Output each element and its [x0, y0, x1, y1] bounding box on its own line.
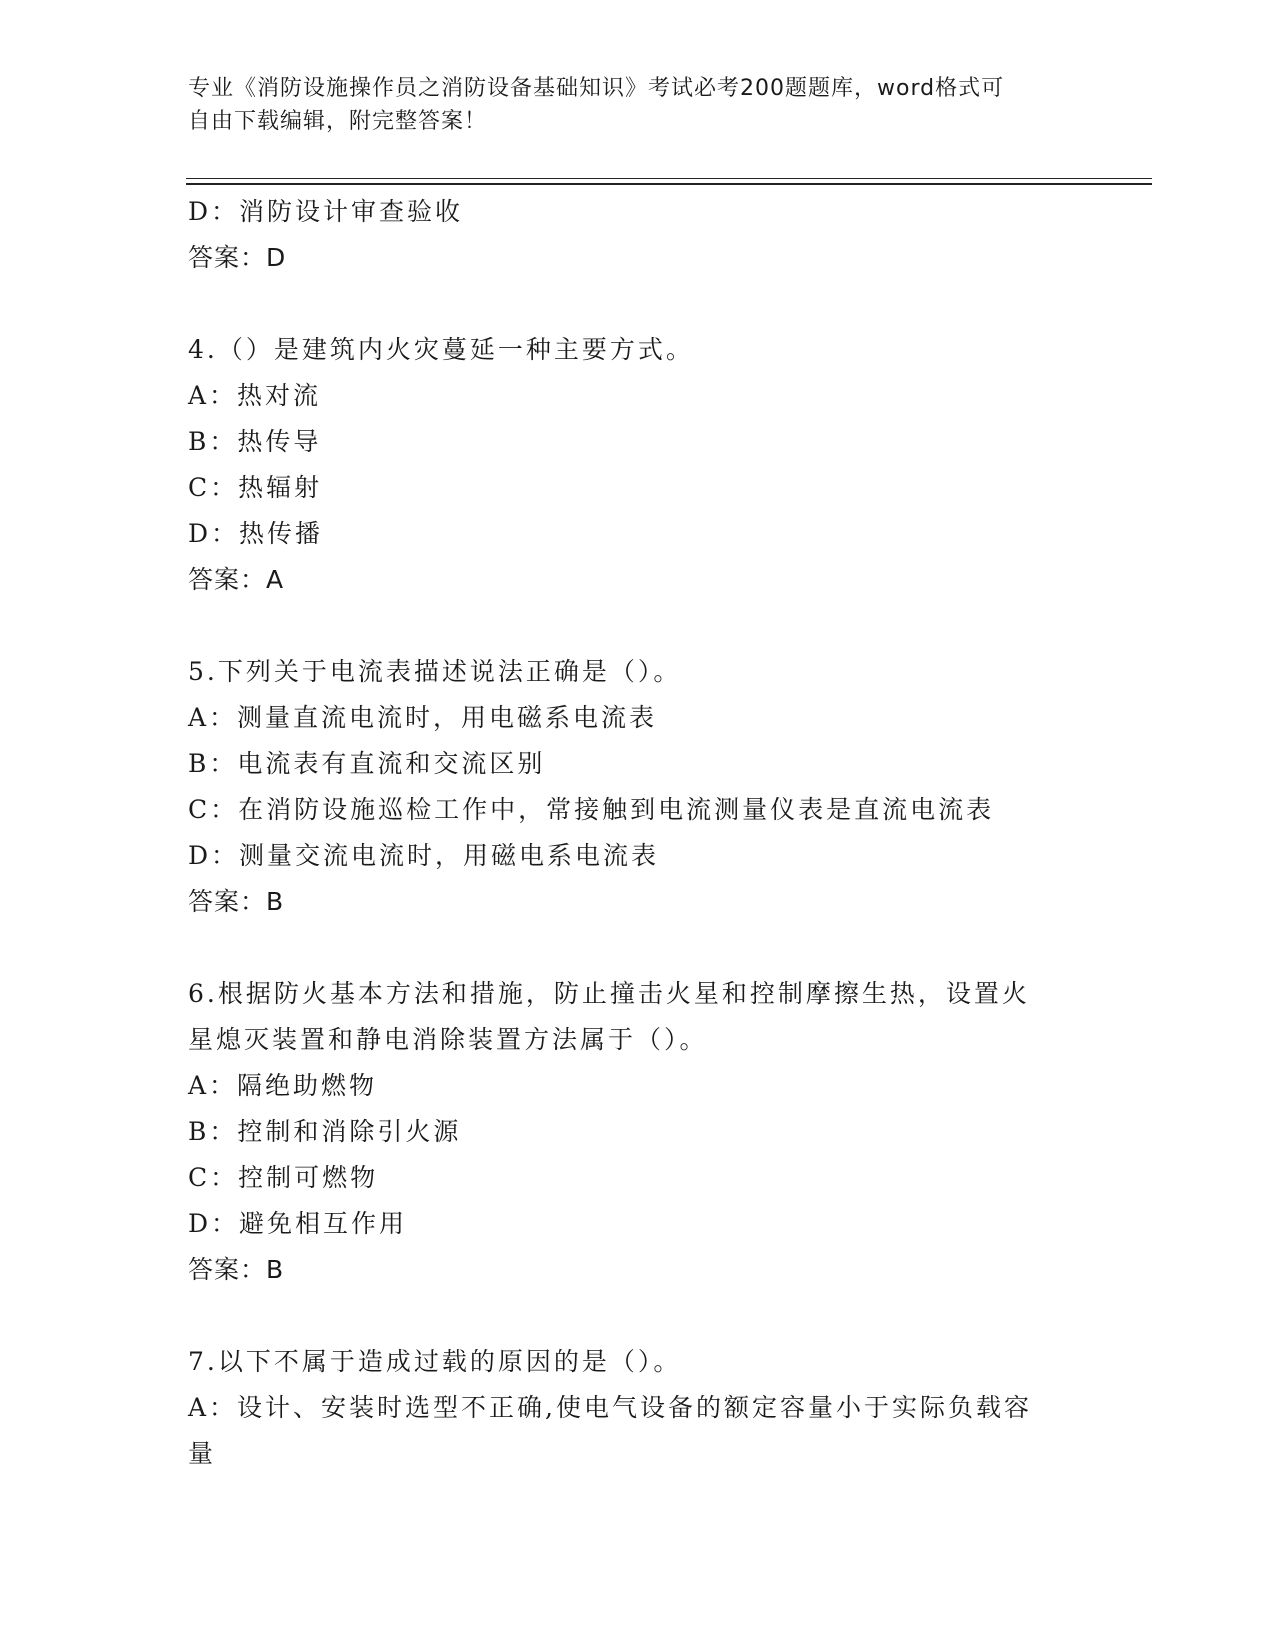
document-header: [188, 72, 1068, 138]
option-d: D：消防设计审查验收: [188, 197, 464, 226]
answer: 答案：B: [188, 887, 285, 916]
option-a: A：测量直流电流时，用电磁系电流表: [188, 703, 658, 732]
option-a-line-2: 量: [188, 1439, 217, 1468]
option-b: B：电流表有直流和交流区别: [188, 749, 546, 778]
option-d: D：避免相互作用: [188, 1209, 408, 1238]
option-b: B：控制和消除引火源: [188, 1117, 462, 1146]
header-divider-thin: [186, 178, 1152, 179]
answer: 答案：D: [188, 243, 287, 272]
question-5: [188, 649, 1088, 925]
question-text: 7.以下不属于造成过载的原因的是（）。: [188, 1347, 682, 1376]
header-title-line-2: 自由下载编辑，附完整答案！: [188, 109, 488, 134]
question-4: [188, 327, 1088, 603]
question-3-tail: [188, 189, 1088, 281]
option-a-line-1: A：设计、安装时选型不正确,使电气设备的额定容量小于实际负载容: [188, 1393, 1033, 1422]
question-text: 4.（）是建筑内火灾蔓延一种主要方式。: [188, 335, 694, 364]
question-list: [188, 189, 1088, 1477]
option-d: D：热传播: [188, 519, 324, 548]
option-b: B：热传导: [188, 427, 322, 456]
option-d: D：测量交流电流时，用磁电系电流表: [188, 841, 660, 870]
question-6: [188, 971, 1088, 1293]
question-7: [188, 1339, 1088, 1477]
answer: 答案：B: [188, 1255, 285, 1284]
option-c: C：热辐射: [188, 473, 323, 502]
header-title-line-1: 专业《消防设施操作员之消防设备基础知识》考试必考200题题库，word格式可: [188, 76, 1005, 101]
question-text-line-2: 星熄灭装置和静电消除装置方法属于（）。: [188, 1025, 708, 1054]
question-text-line-1: 6.根据防火基本方法和措施，防止撞击火星和控制摩擦生热，设置火: [188, 979, 1030, 1008]
question-text: 5.下列关于电流表描述说法正确是（）。: [188, 657, 682, 686]
option-a: A：隔绝助燃物: [188, 1071, 378, 1100]
option-a: A：热对流: [188, 381, 322, 410]
answer: 答案：A: [188, 565, 285, 594]
header-divider-thick: [186, 183, 1152, 185]
option-c: C：在消防设施巡检工作中，常接触到电流测量仪表是直流电流表: [188, 795, 995, 824]
option-c: C：控制可燃物: [188, 1163, 379, 1192]
